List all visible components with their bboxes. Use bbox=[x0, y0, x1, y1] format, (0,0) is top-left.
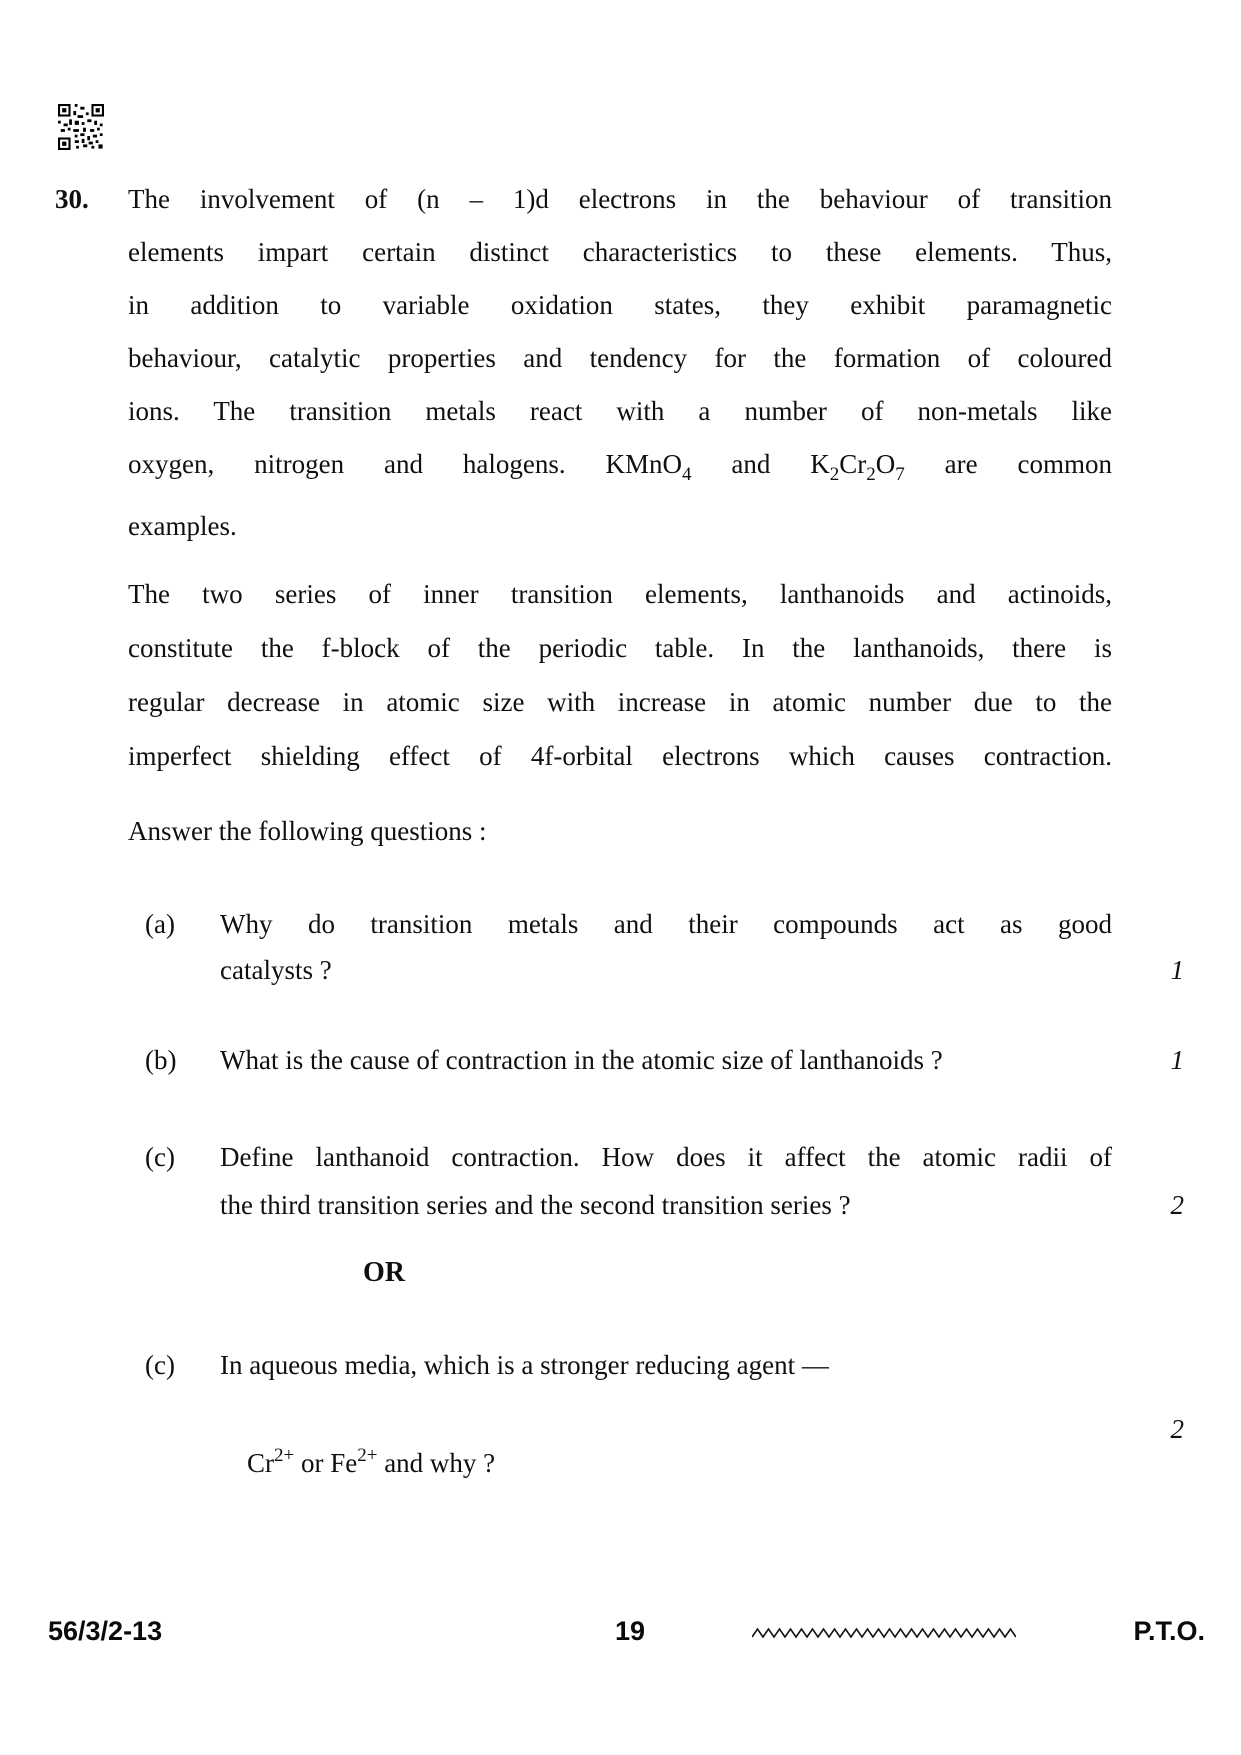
para1-line-5: ions. The transition metals react with a number of non-metals like bbox=[128, 396, 1112, 426]
and-why-text: and why ? bbox=[377, 1448, 496, 1478]
para1-line6-text: are common bbox=[904, 449, 1112, 479]
fe-charge-superscript: 2+ bbox=[357, 1445, 378, 1466]
part-c-label: (c) bbox=[145, 1142, 175, 1172]
alt-part-c-line-1: In aqueous media, which is a stronger reducing agent — bbox=[220, 1350, 829, 1380]
para1-line-7: examples. bbox=[128, 511, 237, 541]
alt-part-c-marks: 2 bbox=[1170, 1414, 1184, 1444]
or-separator: OR bbox=[363, 1257, 405, 1288]
para1-line6-text: oxygen, nitrogen and halogens. KMnO bbox=[128, 449, 682, 479]
pto-label: P.T.O. bbox=[1133, 1616, 1205, 1646]
para1-line6-text: and K bbox=[691, 449, 830, 479]
question-number: 30. bbox=[55, 184, 89, 214]
k2-subscript: 2 bbox=[829, 464, 840, 485]
part-c-line-1: Define lanthanoid contraction. How does it affect the atomic radii of bbox=[220, 1142, 1112, 1172]
cr-symbol: Cr bbox=[247, 1448, 274, 1478]
para2-line-1: The two series of inner transition elements, lanthanoids and actinoids, bbox=[128, 579, 1112, 609]
para1-line-2: elements impart certain distinct characteristics to these elements. Thus, bbox=[128, 237, 1112, 267]
answer-prompt: Answer the following questions : bbox=[128, 816, 487, 846]
part-c-marks: 2 bbox=[1170, 1190, 1184, 1220]
part-b-label: (b) bbox=[145, 1045, 177, 1075]
qr-code-icon bbox=[58, 104, 104, 150]
para2-line-2: constitute the f-block of the periodic table. In the lanthanoids, there is bbox=[128, 633, 1112, 663]
part-b-line-1: What is the cause of contraction in the atomic size of lanthanoids ? bbox=[220, 1045, 943, 1075]
para1-line-6 bbox=[128, 447, 1112, 485]
paper-code: 56/3/2-13 bbox=[48, 1616, 163, 1646]
para1-line6-text: Cr bbox=[839, 449, 867, 479]
part-a-line-1: Why do transition metals and their compounds act as good bbox=[220, 909, 1112, 939]
para1-line6-text: O bbox=[875, 449, 896, 479]
cr-charge-superscript: 2+ bbox=[274, 1445, 295, 1466]
kmno4-subscript: 4 bbox=[682, 464, 692, 485]
page-number: 19 bbox=[614, 1616, 646, 1646]
part-a-label: (a) bbox=[145, 909, 175, 939]
part-a-line-2: catalysts ? bbox=[220, 955, 332, 985]
o7-subscript: 7 bbox=[895, 464, 905, 485]
para1-line-4: behaviour, catalytic properties and tendency for the formation of coloured bbox=[128, 343, 1112, 373]
para2-line-4: imperfect shielding effect of 4f-orbital electrons which causes contraction. bbox=[128, 741, 1112, 771]
alt-part-c-line-2 bbox=[220, 1412, 1112, 1518]
para2-line-3: regular decrease in atomic size with increase in atomic number due to the bbox=[128, 687, 1112, 717]
squiggle-divider bbox=[752, 1624, 1016, 1642]
part-c-line-2: the third transition series and the second transition series ? bbox=[220, 1190, 851, 1220]
cr2-subscript: 2 bbox=[866, 464, 876, 485]
para1-line-3: in addition to variable oxidation states, they exhibit paramagnetic bbox=[128, 290, 1112, 320]
alt-part-c-label: (c) bbox=[145, 1350, 175, 1380]
or-fe-text: or Fe bbox=[294, 1448, 358, 1478]
part-a-marks: 1 bbox=[1170, 955, 1184, 985]
para1-line-1: The involvement of (n – 1)d electrons in the behaviour of transition bbox=[128, 184, 1112, 214]
part-b-marks: 1 bbox=[1170, 1045, 1184, 1075]
